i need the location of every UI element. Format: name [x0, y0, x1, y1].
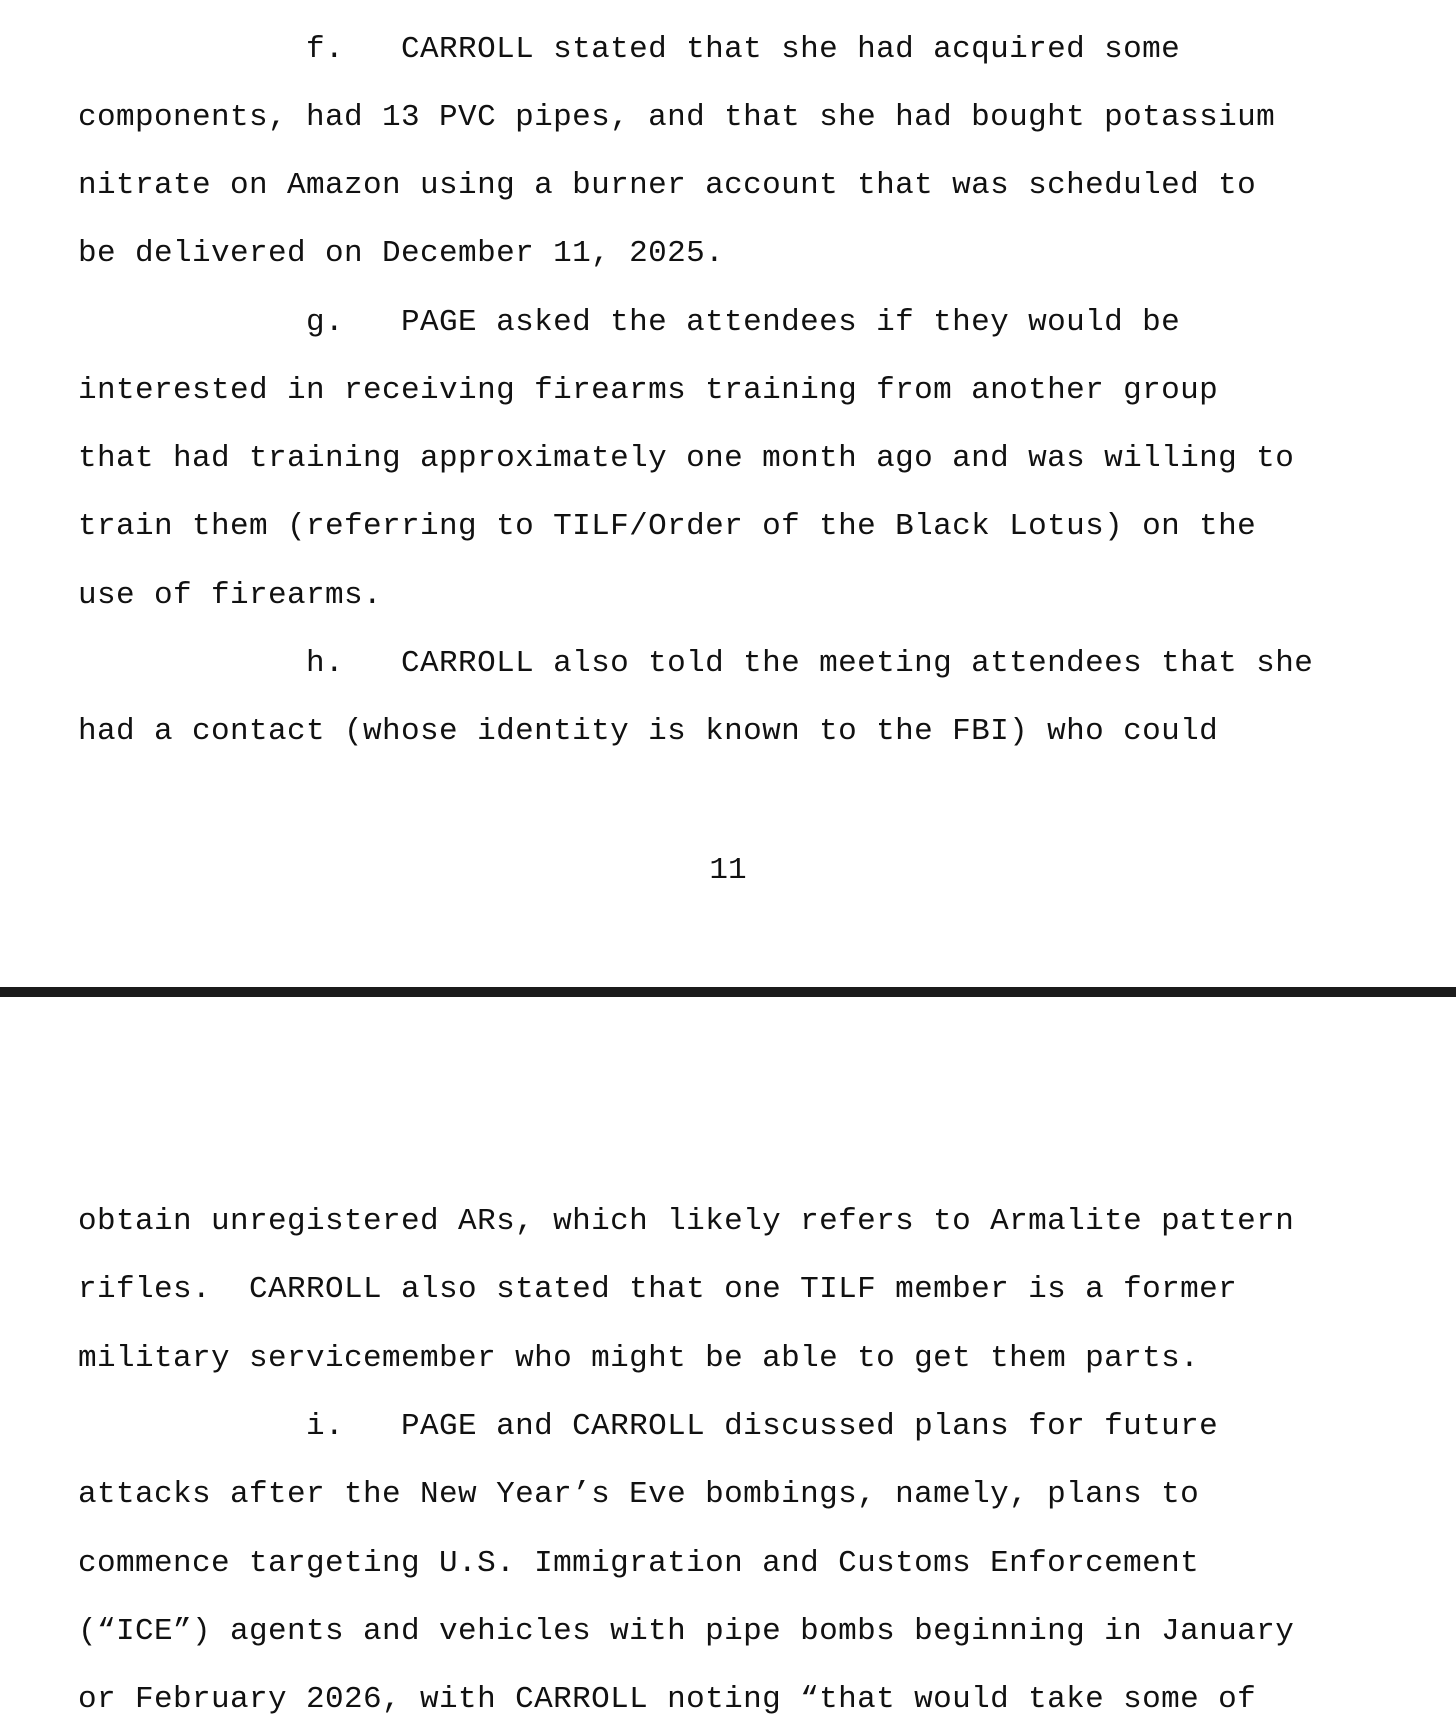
text-line: interested in receiving firearms training from another group — [78, 373, 1219, 408]
page-number: 11 — [709, 853, 747, 888]
text-line: use of firearms. — [78, 578, 383, 613]
text-line: nitrate on Amazon using a burner account that was scheduled to — [78, 168, 1257, 203]
text-line: (“ICE”) agents and vehicles with pipe bombs beginning in January — [78, 1614, 1295, 1649]
text-line: had a contact (whose identity is known to the FBI) who could — [78, 714, 1219, 749]
text-line: commence targeting U.S. Immigration and Customs Enforcement — [78, 1546, 1200, 1581]
text-line: attacks after the New Year’s Eve bombings, namely, plans to — [78, 1477, 1200, 1512]
text-line: obtain unregistered ARs, which likely refers to Armalite pattern — [78, 1204, 1295, 1239]
text-line: be delivered on December 11, 2025. — [78, 236, 725, 271]
text-line: that had training approximately one month ago and was willing to — [78, 441, 1295, 476]
text-line: components, had 13 PVC pipes, and that she had bought potassium — [78, 100, 1276, 135]
text-line: rifles. CARROLL also stated that one TILF member is a former — [78, 1272, 1238, 1307]
page-divider — [0, 987, 1456, 997]
text-line: military servicemember who might be able to get them parts. — [78, 1341, 1200, 1376]
text-line: g. PAGE asked the attendees if they would be — [78, 305, 1181, 340]
text-line: i. PAGE and CARROLL discussed plans for future — [78, 1409, 1219, 1444]
text-line: h. CARROLL also told the meeting attendees that she — [78, 646, 1314, 681]
text-line: train them (referring to TILF/Order of the Black Lotus) on the — [78, 509, 1257, 544]
text-line: f. CARROLL stated that she had acquired some — [78, 32, 1181, 67]
text-line: or February 2026, with CARROLL noting “that would take some of — [78, 1682, 1257, 1717]
